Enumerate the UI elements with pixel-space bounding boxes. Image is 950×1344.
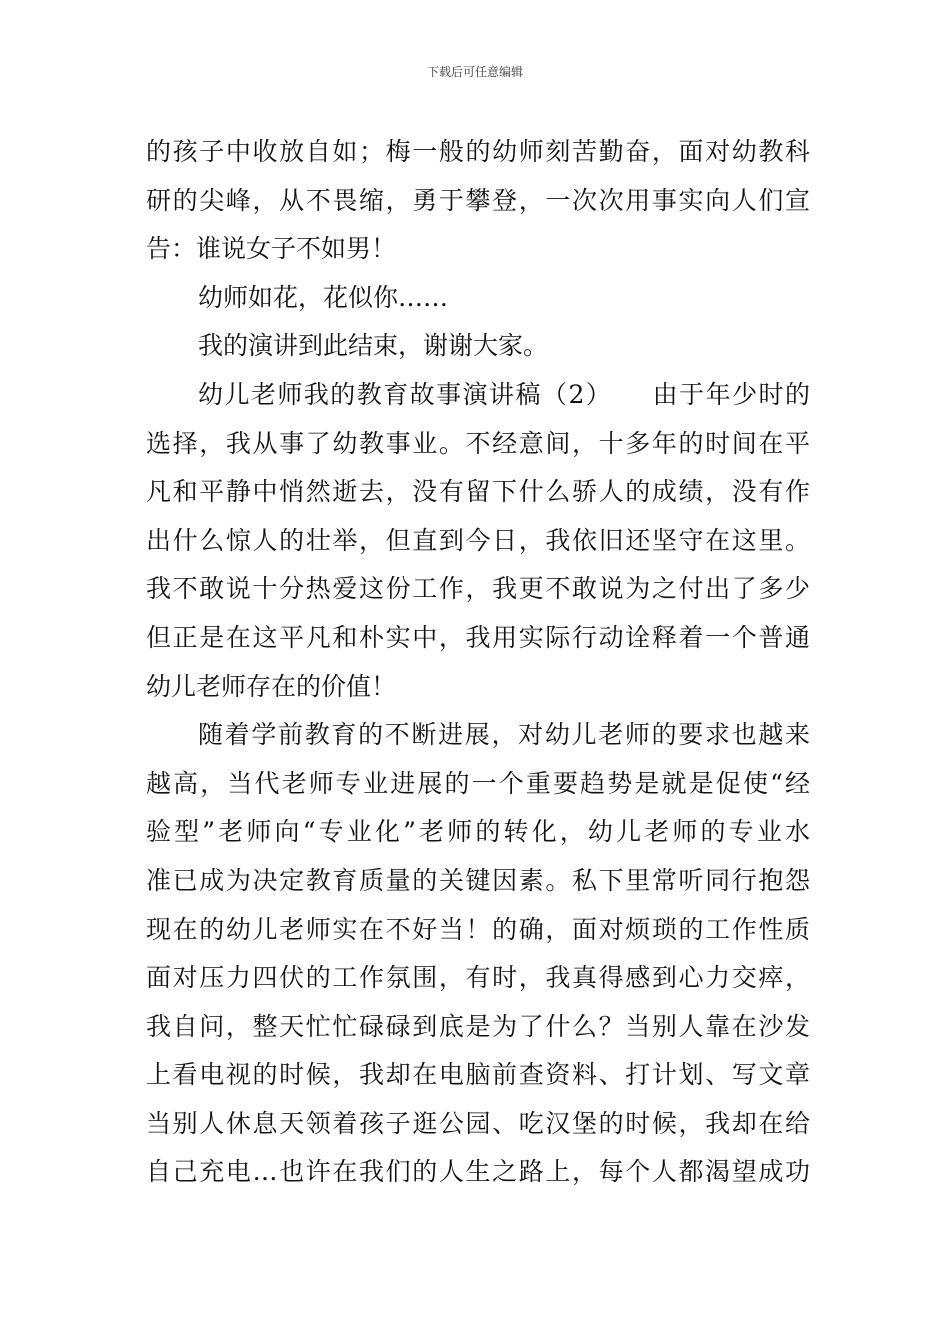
text-line: 越高，当代老师专业进展的一个重要趋势是就是促使“经	[146, 768, 810, 798]
text-line: 但正是在这平凡和朴实中，我用实际行动诠释着一个普通	[146, 622, 810, 652]
text-line: 准已成为决定教育质量的关键因素。私下里常听同行抱怨	[146, 865, 810, 895]
text-line: 自己充电…也许在我们的人生之路上，每个人都渴望成功	[146, 1157, 810, 1187]
text-line: 幼师如花，花似你……	[198, 282, 449, 312]
text-line: 我的演讲到此结束，谢谢大家。	[198, 331, 549, 361]
text-line: 的孩子中收放自如；梅一般的幼师刻苦勤奋，面对幼教科	[146, 137, 810, 166]
text-line: 幼儿老师存在的价值！	[146, 671, 397, 701]
text-line: 选择，我从事了幼教事业。不经意间，十多年的时间在平	[146, 428, 810, 458]
text-line: 凡和平静中悄然逝去，没有留下什么骄人的成绩，没有作	[146, 477, 810, 507]
text-line: 面对压力四伏的工作氛围，有时，我真得感到心力交瘁，	[146, 963, 810, 993]
text-line: 当别人休息天领着孩子逛公园、吃汉堡的时候，我却在给	[146, 1108, 810, 1138]
text-line: 告：谁说女子不如男！	[146, 234, 397, 264]
text-line: 随着学前教育的不断进展，对幼儿老师的要求也越来	[198, 720, 810, 750]
page-header: 下载后可任意编辑	[426, 65, 523, 79]
text-line: 我不敢说十分热爱这份工作，我更不敢说为之付出了多少	[146, 574, 810, 604]
text-line: 验型”老师向“专业化”老师的转化，幼儿老师的专业水	[146, 817, 810, 847]
text-line: 出什么惊人的壮举，但直到今日，我依旧还坚守在这里。	[146, 525, 810, 555]
text-line: 现在的幼儿老师实在不好当！的确，面对烦琐的工作性质	[146, 914, 810, 944]
section-heading-line: 幼儿老师我的教育故事演讲稿（2） 由于年少时的	[198, 379, 810, 409]
text-line: 上看电视的时候，我却在电脑前查资料、打计划、写文章	[146, 1060, 810, 1090]
document-body	[146, 128, 810, 1197]
text-line: 我自问，整天忙忙碌碌到底是为了什么？当别人靠在沙发	[146, 1011, 810, 1041]
text-line: 研的尖峰，从不畏缩，勇于攀登，一次次用事实向人们宣	[146, 185, 810, 215]
